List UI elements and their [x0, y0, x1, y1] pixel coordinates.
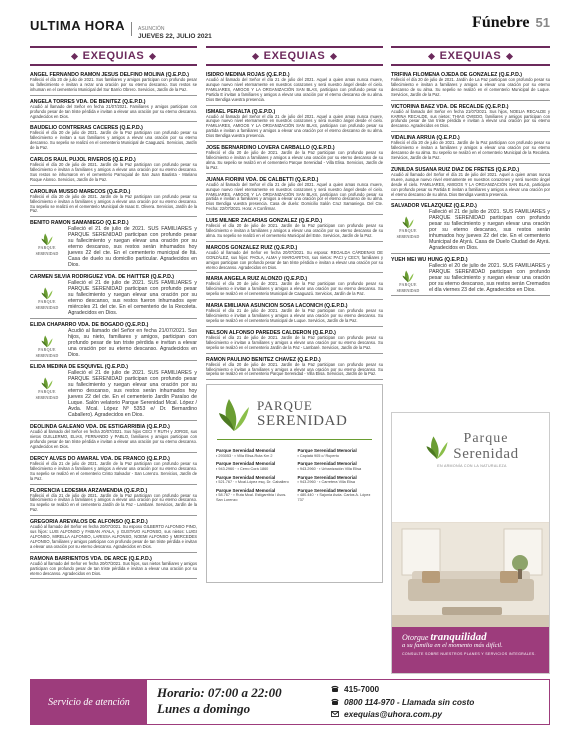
mini-logo-bottom: SERENIDAD [396, 233, 420, 239]
obituary-notice [30, 424, 197, 453]
diamond-icon [330, 52, 337, 59]
contact-email-text: exequias@uhora.com.py [344, 709, 443, 719]
branch-detail: ▪ Capiatá 905 c/ Ruperto [297, 453, 339, 458]
header-city: ASUNCIÓN [138, 26, 165, 32]
notice-divider [206, 326, 383, 327]
notice-divider [206, 353, 383, 354]
branch-name: Parque Serenidad Memorial [297, 461, 357, 467]
column-1 [30, 46, 197, 582]
mini-logo [30, 280, 64, 316]
obituary-notice [30, 157, 197, 186]
obituary-text: Falleció el día 20 de julio de 2021. Jardín de la Paz participan con profundo pesar su fallecimiento e invitan a sus familiares y amigos a elevar una oración por su eterno descanso. Su sepelio se realizó en el cementerio Municipal de Caaguazú. Servicios, Jardín de la Paz. [30, 130, 197, 151]
column-heading-text: EXEQUIAS [439, 50, 502, 62]
mini-logo-top: PARQUE [38, 347, 56, 353]
obituary-text: Falleció el día 20 de julio de 2021. Jardín de la Paz participan con profundo pesar su fallecimiento e invitan a familiares y amigos a elevar una oración por su eterno descanso. Sus restos se inhumaron en el cementerio Parroquial de San Juan Bautista - Mariano Roque Alonso. Servicios, Jardín de la Paz. [30, 162, 197, 182]
obituary-notice [30, 189, 197, 218]
obituary-text: Falleció el 21 de julio de 2021. SUS FAMILIARES y PARQUE SERENIDAD participan con profundo pesar su fallecimiento y ruegan elevar una oración por su eterno descanso, sus restos serán inhumados hoy jueves 22 del cte. En el cementerio Jardín Paraíso de Luque. Salón velatorio Parque Serenidad Mcal. López / Avda. Mcal. López Nº 5353 e/ Dr. Bernardino Caballero). Agradecidos en Dios. [68, 370, 197, 419]
obituary-name: FLORENCIA LEDESMA ARZAMENDIA (Q.E.P.D.) [30, 487, 148, 494]
hours-line2: Lunes a domingo [157, 701, 251, 716]
obituary-notice [30, 488, 197, 517]
contact-phone-2-text: 0800 114-970 - Llamada sin costo [344, 696, 475, 707]
obituary-text: Falleció el día 21 de julio de 2021. Jardín de la Paz participan con profundo pesar su fallecimiento e invitan a familiares y amigos a elevar una oración por su eterno descanso. Su sepelio se realizó en el cementerio Jardín de la Paz - Lambaré. Servicios, Jardín de la Paz. [30, 492, 197, 513]
obituary-text: Falleció el día 20 de julio de 2021. Jardín de la Paz participan con profundo pesar su fallecimiento e invitan a familiares y amigos a elevar una oración por su eterno descanso. Su sepelio se realizó en el cementerio Municipal de Caaguazú. Servicios, Jardín de la Paz. [206, 281, 383, 297]
big-ad-logo [412, 431, 532, 468]
mini-logo-top: PARQUE [38, 299, 56, 305]
mini-logo-top: PARQUE [399, 282, 417, 288]
obituary-name: SALVADOR VELAZQUEZ (Q.E.P.D.) [391, 203, 477, 210]
obituary-text: Falleció el 21 de julio de 2021. SUS FAMILIARES y PARQUE SERENIDAD participan con profundo pesar su fallecimiento y ruegan elevar una oración por su eterno descanso, sus restos fueron inhumados ayer miércoles 21 del cte. En el cementerio de la Recoleta. Agradecidos en Dios. [68, 280, 197, 317]
obituary-text: Acudió al llamado del Señor en fecha 21/07/2021. Familiares y amigos participan con profundo pesar de tan triste pérdida e invitan a elevar una oración por su eterno descanso. Agradecidos en Dios. [30, 103, 197, 119]
obituary-notice [391, 135, 550, 164]
big-ad-slogan [392, 627, 550, 673]
obituary-text: Falleció el día 21 de julio de 2021. Jardín de la Paz participan con profundo pesar su fallecimiento e invitan a familiares y amigos a elevar una oración por su eterno descanso. Su sepelio se realizó en el cementerio Cristo Salvador - San Lorenzo. Servicios, Jardín de la Paz. [30, 460, 197, 481]
obituary-text: Falleció el 21 de julio de 2021. SUS FAMILIARES y PARQUE SERENIDAD participan con profundo pesar su fallecimiento y ruegan elevar una oración por su eterno descanso, sus restos serán inhumados hoy jueves 22 del cte. En el cementerio Municipal de Atyrá. Casa de Duelo Ciudad de Atyrá. Agradecidos en Dios. [429, 209, 550, 252]
leaf-logo-icon [217, 395, 251, 433]
notice-divider [391, 100, 550, 101]
notice-divider [391, 253, 550, 254]
newspaper-name: ULTIMA HORA [30, 18, 126, 33]
obituary-notice-serenidad [391, 257, 550, 296]
obituary-text: Acudió al llamado del Señor el día 21 de julio del 2021. Aquel a quien amas nunca muere, aunque nuevo nivel eternamente en nuestros corazones y será nuestro ángel desde el cielo. FAMILIARES, AMIGOS Y LA ORGANIZACIÓN SAN BLAS, participan con profundo pesar su partida e invitan a familiares y amigos a elevar una oración por el eterno descanso de su alma. Dios Bendiga vuestra presencia. [206, 113, 383, 139]
obituary-name: VICTORINA BAEZ VDA. DE RECALDE (Q.E.P.D.) [391, 103, 509, 110]
column-heading [391, 46, 550, 66]
notice-divider [391, 163, 550, 164]
obituary-name: MARIA EMILIANA ASUNCION SOSA LACONICH (Q.E.P.D.) [206, 303, 348, 310]
notice-divider [30, 484, 197, 485]
notice-divider [30, 95, 197, 96]
obituary-name: ELIDA MEDINA DE ESQUIVEL (Q.E.P.D.) [30, 364, 128, 371]
obituary-notice [30, 99, 197, 123]
obituary-notice [391, 72, 550, 101]
obituary-text: Acudió al llamado del Señor el día 21 de julio del 2021. Aquel a quien amas nunca muere, aunque nuevo nivel eternamente en nuestros corazones y será nuestro ángel desde el cielo. FAMILIARES, AMIGOS Y LA ORGANIZACIÓN SAN BLAS, participan con profundo pesar su Partida E invitan a familiares y amigos a elevar una oración por el eterno descanso de su alma. Dios Bendiga vuestra presencia. [391, 171, 550, 197]
branch-name: Parque Serenidad Memorial [216, 461, 276, 467]
obituary-notice [206, 357, 383, 381]
obituary-name: RAMON PAULINO BENITEZ CHAVEZ (Q.E.P.D.) [206, 356, 321, 363]
phone-icon [331, 698, 339, 706]
obituary-name: CARLOS RAUL PUJOL RIVEROS (Q.E.P.D.) [30, 157, 136, 164]
notice-divider [206, 272, 383, 273]
big-ad-logo-top: Parque [463, 431, 509, 446]
ad-logo-top: PARQUE [257, 397, 313, 413]
branch-detail: ▪ 293053 · ▪ Villa Elisa-Ruta Km 2 [216, 453, 273, 458]
header-divider [131, 22, 132, 36]
notice-divider [30, 578, 197, 579]
obituary-name: MARIA ANGELA RUIZ ALONZO (Q.E.P.D.) [206, 276, 308, 283]
branch-item [298, 461, 374, 471]
branch-detail: ▪ 943.2960 · ▪ Carretera Villa Elisa [297, 480, 355, 485]
notice-divider [206, 214, 383, 215]
mini-logo [391, 263, 425, 293]
obituary-notice-serenidad [391, 203, 550, 254]
header-meta [138, 26, 212, 40]
obituary-name: CAROLINA MUSSO MARECOS (Q.E.P.D.) [30, 188, 131, 195]
leaf-logo-icon [401, 269, 415, 283]
parque-serenidad-ad [391, 412, 550, 674]
page-header [0, 0, 580, 40]
obituary-name: JOSE BERNARDINO LOVERA CARBALLO (Q.E.P.D.) [206, 145, 335, 152]
masthead [30, 18, 212, 40]
obituary-name: JUANA FIORINI VDA. DE CALBETTI (Q.E.P.D.) [206, 176, 319, 183]
obituary-text: Acudió al llamado del Señor en fecha 20/07/2021. Sus hijos CECI Y RUTH y JORGE, sus nietos GUILLERMO, ELIAS, FERNANDO y PABLO, familiares y amigos participan con profundo pesar de tan triste pérdida e invitan a elevar una oración por su eterno descanso. Agradecidos en Dios. [30, 429, 197, 450]
leaf-logo-icon [40, 232, 54, 246]
section-title: Fúnebre [472, 14, 530, 31]
obituary-name: ISMAEL PERALTA (Q.E.P.D.) [206, 108, 276, 115]
branch-detail: ▪ 943.2960 · ▪ Cerro Corá 1860 [216, 466, 269, 471]
contact-email[interactable] [331, 708, 549, 721]
notice-divider [30, 270, 197, 271]
notice-divider [206, 141, 383, 142]
notice-divider [206, 173, 383, 174]
obituary-text: Falleció el día 20 de julio de 2021. Sus familiares y amigos participan con profundo pesar su fallecimiento e invitan a rezar una oración por su eterno descanso. Sus restos se inhuman en el cementerio Municipal del Sur Barrio Obrero. Servicios, Jardín de la Paz. [30, 77, 197, 92]
obituary-notice [206, 177, 383, 215]
obituary-text: Falleció el día 20 de julio de 2021. Jardín de la Paz participan con profundo pesar su fallecimiento e invitan a familiares y amigos a elevar una oración por su eterno descanso de su alma. Su sepelio se realizó en el cementerio Municipal de la Recoleta. Servicios, Jardín de la Paz. [391, 140, 550, 160]
mini-logo [391, 209, 425, 251]
obituary-name: LUIS MILNER ZACARIAS GONZALEZ (Q.E.P.D.) [206, 218, 323, 225]
obituary-text: Falleció el día 21 de julio de 2021. Jardín de la Paz participan con profundo pesar su fallecimiento e invitan a familiares y amigos a elevar una oración por su eterno descanso. Su sepelio se realizó en el cementerio Jardín de la Paz - Lambaré. Servicios, Jardín de la Paz. [206, 334, 383, 350]
mini-logo [30, 370, 64, 418]
mini-logo [30, 328, 64, 358]
obituary-name: ZUNILDA SUSANA RUIZ DIAZ DE FRETES (Q.E.P.D.) [391, 166, 520, 173]
page-number: 51 [535, 15, 550, 30]
mini-logo-bottom: SERENIDAD [35, 352, 59, 358]
obituary-name: VIDALINA ARRUA (Q.E.P.D.) [391, 135, 460, 142]
branch-item [298, 475, 374, 485]
leaf-logo-icon [40, 334, 54, 348]
obituary-name: BENITO RAMON SAMANIEGO (Q.E.P.D.) [30, 220, 129, 227]
notice-divider [30, 452, 197, 453]
notice-divider [30, 185, 197, 186]
obituary-notice-serenidad [30, 220, 197, 271]
obituary-notice [30, 456, 197, 485]
branch-name: Parque Serenidad Memorial [216, 448, 276, 454]
branch-item [216, 475, 292, 485]
branch-name: Parque Serenidad Memorial [297, 448, 357, 454]
mini-logo-bottom: SERENIDAD [396, 287, 420, 293]
slogan-line2: a su familia en el momento más difícil. [402, 642, 503, 649]
mini-logo-top: PARQUE [399, 228, 417, 234]
ad-logo-bottom: SERENIDAD [257, 412, 348, 429]
column-3 [391, 46, 550, 299]
mini-logo-top: PARQUE [38, 389, 56, 395]
obituary-notice [206, 109, 383, 143]
obituary-text: Acudió al llamado del Señor en fecha 21/07/2021. Sus hijos, su nieto, familiares y amigos, participan con profundo pesar de tan triste pérdida e invitan a elevar una oración por su eterno descanso. Agradecidos en Dios. [68, 328, 197, 359]
obituary-text: Acudió al llamado del Señor en fecha 20/07/2021. Su esposa: REGALDA CÁRDENAS DE GONZÁLEZ, sus hijos: PAOLA, ALMA y MARGARITAS, sus nietos: PACI y CECY, familiares y amigos participan con profundo pesar de tan triste pérdida e invitan a elevar una oración por su eterno descanso. Agradecidos en Dios. [206, 249, 383, 270]
notice-divider [206, 241, 383, 242]
diamond-icon [428, 52, 435, 59]
branch-item [216, 461, 292, 471]
obituary-name: ANGELA TORRES VDA. DE BENITEZ (Q.E.P.D.) [30, 98, 146, 105]
notice-divider [206, 379, 383, 380]
parque-serenidad-branches-ad [206, 384, 383, 583]
mini-logo [30, 226, 64, 268]
diamond-icon [252, 52, 259, 59]
big-ad-logo-bottom: Serenidad [453, 446, 519, 462]
mail-icon [331, 710, 339, 718]
obituary-text: Falleció el día 20 de julio de 2021. Jardín de la Paz participan con profundo pesar su fallecimiento e invitan a familiares y amigos a elevar una oración por su eterno descanso. Su sepelio se realizó en el cementerio Parque Serenidad - Villa Elisa. Servicios, Jardín de la Paz. [206, 361, 383, 377]
obituary-notice [391, 167, 550, 201]
obituary-text: Falleció el día 20 de julio de 2021. Jardín de la Paz participan con profundo pesar su fallecimiento e invitan a familiares y amigos a elevar una oración por su eterno descanso de su alma. Su sepelio se realizó en el cementerio Municipal del Este. Servicios, Jardín de la Paz. [206, 223, 383, 238]
diamond-icon [506, 52, 513, 59]
obituary-name: YUEH MEI WU HUNG (Q.E.P.D.) [391, 257, 468, 264]
column-heading-text: EXEQUIAS [82, 50, 145, 62]
column-heading [206, 46, 383, 66]
slogan-line1b: tranquilidad [430, 631, 487, 643]
branch-detail: ▪ 943.2960 · ▪ Urbanización Villa Elisa [297, 466, 362, 471]
diamond-icon [71, 52, 78, 59]
obituary-notice [206, 276, 383, 300]
contact-phone-2[interactable] [331, 696, 549, 709]
column-2 [206, 46, 383, 583]
obituary-notice [206, 145, 383, 174]
notice-divider [30, 552, 197, 553]
service-contacts [319, 680, 549, 724]
contact-phone-1-text: 415-7000 [344, 684, 380, 694]
obituary-notice-serenidad [30, 364, 197, 421]
branch-detail: ▪ 480.440 · ▪ Sajonia Avda. Carlos A. López 737 [297, 493, 371, 502]
phone-icon [331, 685, 339, 693]
obituary-notice [30, 72, 197, 96]
branch-detail: ▪ 58.767 · ▪ Ruta Mcal. Estigarribia / Avos. San Lorenzo [216, 493, 287, 502]
living-room-photo [392, 523, 550, 629]
obituary-text: Falleció el día 20 de julio de 2021. Jardín de La Paz participan con profundo pesar su fallecimiento e invitan a familiares y amigos a elevar una oración por su eterno descanso de su alma. Su sepelio se realizó en el cementerio Municipal de Luque. Servicios, Jardín de la Paz. [391, 77, 550, 97]
obituary-name: TRIFINA FILOMENA OJEDA DE GONZALEZ (Q.E.P.D.) [391, 72, 523, 78]
notice-divider [391, 131, 550, 132]
obituary-notice [206, 330, 383, 354]
obituary-name: MARCOS GONZALEZ RUIZ (Q.E.P.D.) [206, 244, 298, 251]
branch-name: Parque Serenidad Memorial [216, 487, 276, 493]
leaf-logo-icon [401, 215, 415, 229]
obituary-text: Acudió al llamado del Señor en fecha 21/07/2021. Sus hijos, NOELIA RECALDE y KARINA RECALDE, sus nietos: THIAS OVIEDO, familiares y amigos participan con profundo pesar de tan triste pérdida e invitan a elevar una oración por su eterno descanso. Agradecidos en Dios. [391, 108, 550, 129]
mini-logo-bottom: SERENIDAD [35, 394, 59, 400]
obituary-name: GREGORIA AREVALOS DE ALFONSO (Q.E.P.D.) [30, 519, 148, 526]
mini-logo-bottom: SERENIDAD [35, 304, 59, 310]
slogan-line1a: Otorgue [402, 633, 429, 642]
branch-item [216, 488, 292, 503]
branch-item [216, 448, 292, 458]
obituary-notice-serenidad [30, 322, 197, 361]
obituary-name: ANGEL FERNANDO RAMON JESUS DELFINO MOLINA (Q.E.P.D.) [30, 72, 189, 78]
obituary-name: CARMEN SILVIA RODRIGUEZ VDA. DE HAITTER (Q.E.P.D.) [30, 274, 175, 281]
obituary-name: BAUDELIO CONTRERAS CACERES (Q.E.P.D.) [30, 125, 143, 132]
leaf-logo-icon [40, 376, 54, 390]
notice-divider [30, 121, 197, 122]
obituary-name: DERCY ALVES DO AMARAL VDA. DE FRANCO (Q.E.P.D.) [30, 455, 170, 462]
notice-divider [30, 216, 197, 217]
mini-logo-bottom: SERENIDAD [35, 250, 59, 256]
header-date: JUEVES 22, JULIO 2021 [138, 33, 212, 40]
big-ad-tagline: EN ARMONÍA CON LA NATURALEZA [437, 464, 507, 468]
notice-divider [206, 105, 383, 106]
branch-detail: ▪ 521.767 · ▪ Mcal.López esq. Dr. Caballero [216, 480, 289, 485]
branch-list [213, 448, 376, 502]
leaf-logo-icon [40, 286, 54, 300]
notice-divider [206, 299, 383, 300]
obituary-notice [30, 556, 197, 580]
notice-divider [391, 295, 550, 296]
obituary-notice [206, 303, 383, 327]
notice-divider [30, 318, 197, 319]
obituary-text: Falleció el día 20 de julio de 2021. Jardín de la Paz participan con profundo pesar su fallecimiento e invitan a familiares y amigos a elevar una oración por su eterno descanso. Su sepelio se realizó en el cementerio Municipal de Isaac E. Olivera. Servicios, Jardín de la Paz. [30, 193, 197, 214]
hours-line1: Horario: 07:00 a 22:00 [157, 685, 282, 700]
obituary-text: Falleció el día 20 de julio de 2021. Jardín de la Paz participan con profundo pesar su fallecimiento e invitan a familiares y amigos a elevar una oración por su eterno descanso de su alma. Su sepelio se realizó en el cementerio Parque Serenidad - Villa Elisa. Servicios, Jardín de la Paz. [206, 150, 383, 170]
notice-divider [30, 515, 197, 516]
obituary-name: DEOLINDA GALEANO VDA. DE ESTIGARRIBIA (Q.E.P.D.) [30, 424, 170, 431]
mini-logo-top: PARQUE [38, 245, 56, 251]
obituary-text: Falleció el 20 de julio de 2021. SUS FAMILIARES y PARQUE SERENIDAD participan con profundo pesar su fallecimiento y ruegan elevar una oración por su eterno descanso, sus restos serán Cremados el día viernes 23 del cte. Agradecidos en Dios. [429, 263, 550, 294]
obituary-name: ELIDA CHAPARRO VDA. DE BOGADO (Q.E.P.D.) [30, 322, 149, 329]
obituary-notice [391, 104, 550, 133]
branch-item [298, 448, 374, 458]
notice-divider [391, 199, 550, 200]
branch-name: Parque Serenidad Memorial [297, 487, 357, 493]
notice-divider [30, 153, 197, 154]
branch-item [298, 488, 374, 503]
obituary-name: RAMONA BARRIENTOS VDA. DE ARCE (Q.E.P.D.) [30, 555, 152, 562]
ad-logo [213, 391, 376, 433]
obituary-text: Acudió al llamado del Señor el día 21 de julio del 2021. Aquel a quien amas nunca muere, aunque nuevo nivel eternamente en nuestros corazones y será nuestro ángel desde el cielo. FAMILIARES, AMIGOS Y LA ORGANIZACIÓN SAN BLAS, participan con profundo pesar su Partida E invitan a familiares y amigos a elevar una oración por el eterno descanso de su alma. Dios Bendiga vuestra presencia. [206, 77, 383, 102]
notice-divider [30, 420, 197, 421]
obituary-notice [206, 245, 383, 274]
obituary-notice [30, 519, 197, 553]
obituary-text: Falleció el 21 de julio de 2021. SUS FAMILIARES y PARQUE SERENIDAD participan con profundo pesar su fallecimiento y ruegan elevar una oración por su eterno descanso, sus restos serán inhumados hoy jueves 22 del cte. En el cementerio municipal de Itá. Casa de duelo su domicilio particular. Agradecidos en Dios. [68, 226, 197, 269]
column-heading-text: EXEQUIAS [263, 50, 326, 62]
contact-phone-1[interactable] [331, 683, 549, 696]
section-label [472, 14, 550, 32]
ad-divider [217, 439, 372, 440]
notice-divider [30, 360, 197, 361]
service-label: Servicio de atención [31, 680, 147, 724]
branch-name: Parque Serenidad Memorial [216, 474, 276, 480]
obituary-notice [206, 72, 383, 106]
obituary-notice [206, 218, 383, 242]
diamond-icon [149, 52, 156, 59]
obituary-notice [30, 125, 197, 154]
service-footer [30, 679, 550, 725]
obituary-text: Acudió al llamado del Señor en fecha 20/07/2021. Sus hijos, sus nietos familiares y amigos participan con profundo pesar de tan triste pérdida e invitan a elevar una oración por su eterno descanso. Agradecidos en Dios. [30, 560, 197, 576]
column-heading [30, 46, 197, 66]
service-hours [147, 680, 319, 724]
obituary-text: Acudió al llamado del Señor el día 21 de julio del 2021. Aquel a quien amas nunca muere, aunque nuevo nivel eternamente en nuestros corazones y será nuestro ángel desde el cielo. FAMILIARES, AMIGOS Y LA ORGANIZACIÓN SAN BLAS, participan con profundo pesar su partida e invitan a familiares y amigos a elevar una oración por el eterno descanso de su alma. Dios Bendiga vuestra presencia. Casa de duelo: Domicilio Salón Cruz Samaniego. Del Cte. Fecha: 22/07/2021. Hora: A Confirmar. [206, 181, 383, 212]
obituary-name: ISIDRO MEDINA ROJAS (Q.E.P.D.) [206, 72, 290, 78]
slogan-line3: CONSULTE SOBRE NUESTROS PLANES Y SERVICIOS INTEGRALES. [402, 652, 536, 656]
obituary-text: Falleció el día 21 de julio de 2021. Jardín de la Paz participan con profundo pesar su fallecimiento e invitan a familiares y amigos a elevar una oración por su eterno descanso. Su sepelio se realizó en el cementerio Municipal de Luque. Servicios, Jardín de la Paz. [206, 308, 383, 323]
branch-name: Parque Serenidad Memorial [297, 474, 357, 480]
obituary-text: Acudió al llamado del Señor en fecha 20/07/2021. Su esposo GILBERTO ALFONSO PINO, sus hijos: LUIS ALFONSO y FABIAN AYALA, y GUSTAVO ALFONSO, sus nietos: LUIGI ALFONSO, MIRELLA ALFONSO, LARISSA ALFONSO, NOEMI ALFONSO y MERCEDES ALFONSO, familiares y amigos participan con profundo pesar de tan triste pérdida e invitan a elevar una oración por su eterno descanso. Agradecidos en Dios. [30, 524, 197, 549]
obituary-notice-serenidad [30, 274, 197, 319]
leaf-logo-icon [425, 433, 449, 461]
obituary-name: NELSON ALFONSO PAREDES CALDERON (Q.E.P.D.) [206, 329, 336, 336]
